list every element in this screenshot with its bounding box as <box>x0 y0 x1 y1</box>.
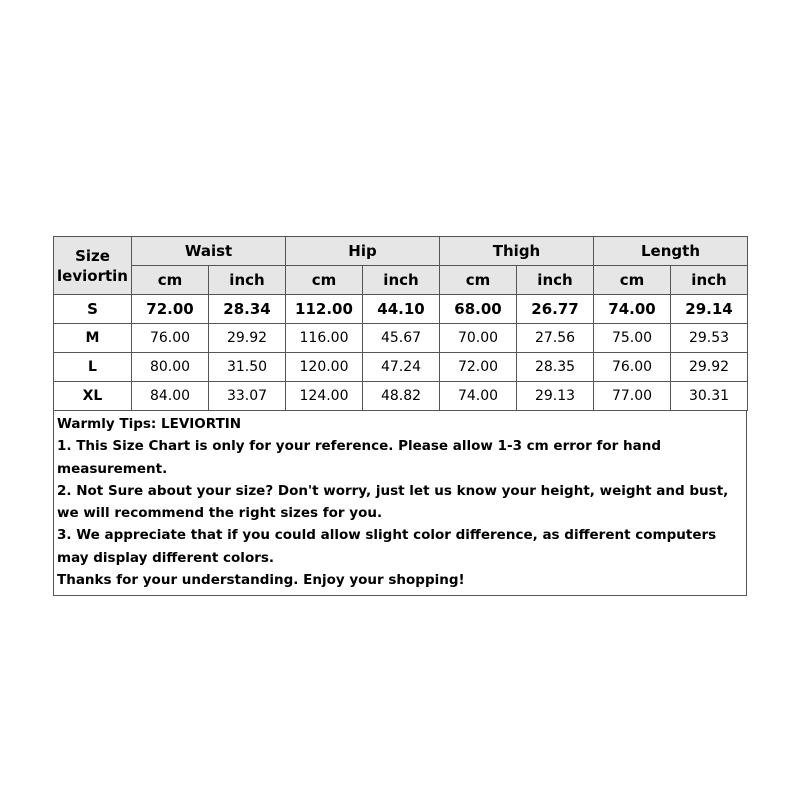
value-cell: 45.67 <box>363 324 440 353</box>
value-cell: 84.00 <box>132 382 209 411</box>
value-cell: 26.77 <box>517 295 594 324</box>
value-cell: 112.00 <box>286 295 363 324</box>
value-cell: 28.34 <box>209 295 286 324</box>
tip-line: 2. Not Sure about your size? Don't worry, just let us know your height, weight and bust, we will recommend the right sizes for you. <box>57 482 729 522</box>
value-cell: 72.00 <box>132 295 209 324</box>
tip-line: 3. We appreciate that if you could allow slight color difference, as different computers may display different colors. <box>57 527 717 566</box>
unit-header: inch <box>517 266 594 295</box>
value-cell: 29.14 <box>671 295 748 324</box>
size-cell: S <box>54 295 132 324</box>
size-header-line2: leviortin <box>57 266 128 285</box>
table-row <box>54 353 748 382</box>
tip-line: Thanks for your understanding. Enjoy your shopping! <box>57 572 465 589</box>
value-cell: 28.35 <box>517 353 594 382</box>
value-cell: 120.00 <box>286 353 363 382</box>
size-chart <box>53 236 747 596</box>
header-row-units <box>54 266 748 295</box>
size-table <box>53 236 748 411</box>
unit-header: inch <box>209 266 286 295</box>
size-cell: XL <box>54 382 132 411</box>
value-cell: 77.00 <box>594 382 671 411</box>
size-header-line1: Size <box>75 246 110 265</box>
value-cell: 80.00 <box>132 353 209 382</box>
size-cell: L <box>54 353 132 382</box>
value-cell: 29.53 <box>671 324 748 353</box>
value-cell: 30.31 <box>671 382 748 411</box>
group-header-thigh: Thigh <box>440 237 594 266</box>
size-header-cell <box>54 237 132 295</box>
tips-box <box>53 411 747 596</box>
value-cell: 33.07 <box>209 382 286 411</box>
tip-line: 1. This Size Chart is only for your reference. Please allow 1-3 cm error for hand measurement. <box>57 438 662 477</box>
unit-header: inch <box>363 266 440 295</box>
value-cell: 31.50 <box>209 353 286 382</box>
header-row-groups <box>54 237 748 266</box>
value-cell: 74.00 <box>440 382 517 411</box>
size-cell: M <box>54 324 132 353</box>
value-cell: 29.92 <box>209 324 286 353</box>
value-cell: 74.00 <box>594 295 671 324</box>
value-cell: 70.00 <box>440 324 517 353</box>
value-cell: 68.00 <box>440 295 517 324</box>
group-header-waist: Waist <box>132 237 286 266</box>
value-cell: 75.00 <box>594 324 671 353</box>
unit-header: cm <box>286 266 363 295</box>
value-cell: 116.00 <box>286 324 363 353</box>
value-cell: 48.82 <box>363 382 440 411</box>
table-row <box>54 382 748 411</box>
tip-line: Warmly Tips: LEVIORTIN <box>57 416 242 432</box>
value-cell: 76.00 <box>132 324 209 353</box>
unit-header: cm <box>132 266 209 295</box>
table-row <box>54 324 748 353</box>
value-cell: 76.00 <box>594 353 671 382</box>
value-cell: 27.56 <box>517 324 594 353</box>
group-header-hip: Hip <box>286 237 440 266</box>
unit-header: cm <box>440 266 517 295</box>
value-cell: 29.92 <box>671 353 748 382</box>
group-header-length: Length <box>594 237 748 266</box>
unit-header: cm <box>594 266 671 295</box>
value-cell: 29.13 <box>517 382 594 411</box>
value-cell: 44.10 <box>363 295 440 324</box>
value-cell: 47.24 <box>363 353 440 382</box>
value-cell: 124.00 <box>286 382 363 411</box>
unit-header: inch <box>671 266 748 295</box>
value-cell: 72.00 <box>440 353 517 382</box>
table-row <box>54 295 748 324</box>
